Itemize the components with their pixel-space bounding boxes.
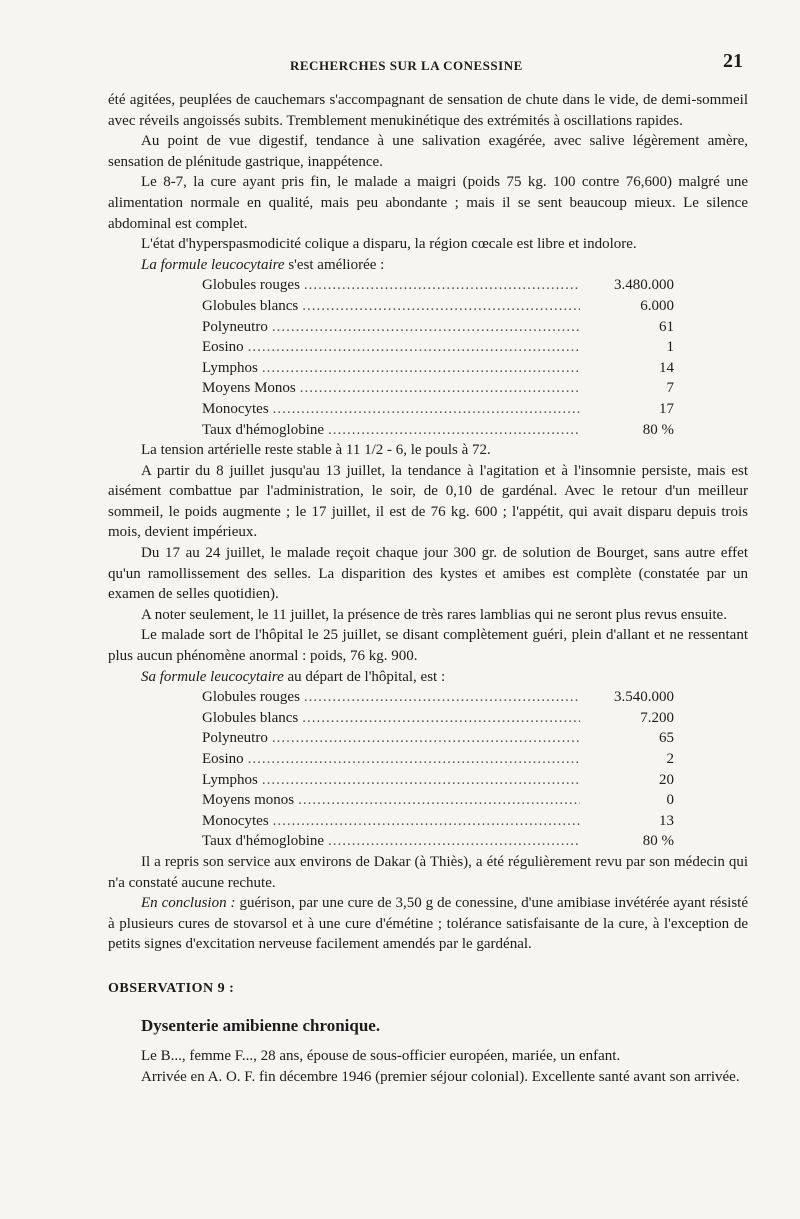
page-body	[108, 90, 748, 1087]
conclusion-text: guérison, par une cure de 3,50 g de conessine, d'une amibiase invétérée ayant résisté à plusieurs cures de stovarsol et à une cure d'émétine ; tolérance satisfaisante de la cure, à l'exception de petits signes d'excitation nerveuse facilement amendés par le gardénal.	[108, 895, 748, 953]
leader-dots	[328, 420, 580, 441]
leader-dots	[248, 337, 580, 358]
table-row	[202, 708, 674, 729]
formula-label: La formule leucocytaire	[141, 256, 285, 273]
table-row	[202, 296, 674, 317]
row-value: 17	[659, 400, 674, 417]
table-row	[202, 317, 674, 338]
leader-dots	[273, 811, 580, 832]
table-row	[202, 687, 674, 708]
row-label: Polyneutro	[202, 318, 268, 335]
row-value: 65	[659, 730, 674, 747]
row-label: Lymphos	[202, 771, 258, 788]
table-row	[202, 770, 674, 791]
table-row	[202, 420, 674, 441]
paragraph: A partir du 8 juillet jusqu'au 13 juillet, la tendance à l'agitation et à l'insomnie persiste, mais est aisément combattue par l'administration, le soir, de 0,10 de gardénal. Avec le retour d'un meilleur sommeil, le poids augmente ; le 17 juillet, il est de 76 kg. 600 ; l'appétit, qui avait disparu depuis trois mois, devient impérieux.	[108, 462, 748, 541]
leader-dots	[272, 317, 580, 338]
row-label: Taux d'hémoglobine	[202, 833, 325, 850]
row-label: Globules rouges	[202, 689, 300, 706]
leader-dots	[262, 770, 580, 791]
row-value: 80 %	[642, 833, 674, 850]
row-value: 14	[659, 359, 674, 376]
running-title: RECHERCHES SUR LA CONESSINE	[290, 58, 523, 73]
leader-dots	[328, 831, 580, 852]
row-value: 61	[659, 318, 674, 335]
row-label: Moyens monos	[202, 792, 295, 809]
table-row	[202, 831, 674, 852]
page-number: 21	[723, 50, 743, 72]
row-value: 3.540.000	[614, 689, 674, 706]
row-value: 20	[659, 771, 674, 788]
table-row	[202, 358, 674, 379]
paragraph: été agitées, peuplées de cauchemars s'accompagnant de sensation de chute dans le vide, de demi-sommeil avec réveils angoissés subits. Tremblement menukinétique des extrémités à oscillations rapides.	[108, 92, 748, 129]
leader-dots	[300, 378, 580, 399]
formula-intro-text: s'est améliorée :	[284, 256, 385, 273]
formula-intro	[108, 255, 748, 276]
row-label: Globules blancs	[202, 709, 299, 726]
paragraph: Le B..., femme F..., 28 ans, épouse de sous-officier européen, mariée, un enfant.	[141, 1048, 621, 1065]
row-value: 1	[666, 339, 674, 356]
leader-dots	[302, 296, 580, 317]
paragraph: Au point de vue digestif, tendance à une salivation exagérée, avec salive légèrement amère, sensation de plénitude gastrique, inappétence.	[108, 133, 748, 170]
row-label: Monocytes	[202, 400, 269, 417]
table-row	[202, 811, 674, 832]
row-label: Moyens Monos	[202, 380, 296, 397]
row-label: Eosino	[202, 339, 244, 356]
row-label: Monocytes	[202, 812, 269, 829]
table-row	[202, 749, 674, 770]
formula-label: Sa formule leucocytaire	[141, 668, 284, 685]
leader-dots	[298, 790, 580, 811]
leucocyte-table-1	[202, 275, 674, 440]
paragraph: Il a repris son service aux environs de Dakar (à Thiès), a été régulièrement revu par son médecin qui n'a constaté aucune rechute.	[108, 853, 748, 891]
leucocyte-table-2	[202, 687, 674, 852]
leader-dots	[272, 728, 580, 749]
row-value: 3.480.000	[614, 277, 674, 294]
formula-intro-text: au départ de l'hôpital, est :	[283, 668, 446, 685]
paragraph: Arrivée en A. O. F. fin décembre 1946 (premier séjour colonial). Excellente santé avant son arrivée.	[141, 1068, 740, 1085]
row-label: Eosino	[202, 751, 244, 767]
conclusion-paragraph	[108, 893, 748, 955]
leader-dots	[304, 687, 580, 708]
row-value: 2	[666, 751, 674, 767]
row-label: Globules rouges	[202, 277, 300, 294]
paragraph: A noter seulement, le 11 juillet, la présence de très rares lamblias qui ne seront plus revus ensuite.	[141, 606, 727, 623]
table-row	[202, 337, 674, 358]
paragraph: Le malade sort de l'hôpital le 25 juillet, se disant complètement guéri, plein d'allant et ne ressentant plus aucun phénomène anormal : poids, 76 kg. 900.	[108, 627, 748, 665]
leader-dots	[273, 399, 580, 420]
paragraph: La tension artérielle reste stable à 11 1/2 - 6, le pouls à 72.	[141, 442, 491, 459]
conclusion-label: En conclusion :	[141, 895, 236, 912]
formula-intro	[108, 667, 748, 688]
row-value: 80 %	[642, 421, 674, 438]
observation-heading: OBSERVATION 9 :	[108, 980, 235, 996]
leader-dots	[262, 358, 580, 379]
table-row	[202, 378, 674, 399]
row-value: 7.200	[640, 709, 674, 726]
table-row	[202, 275, 674, 296]
paragraph: Du 17 au 24 juillet, le malade reçoit chaque jour 300 gr. de solution de Bourget, sans autre effet qu'un ramollissement des selles. La disparition des kystes et amibes est complète (constatée par un examen de selles quotidien).	[108, 545, 748, 603]
row-value: 13	[659, 812, 674, 829]
table-row	[202, 728, 674, 749]
row-value: 6.000	[640, 297, 674, 314]
row-label: Lymphos	[202, 359, 258, 376]
row-value: 0	[666, 792, 674, 809]
table-row	[202, 399, 674, 420]
paragraph: L'état d'hyperspasmodicité colique a disparu, la région cœcale est libre et indolore.	[141, 236, 637, 253]
row-label: Taux d'hémoglobine	[202, 421, 325, 438]
row-label: Globules blancs	[202, 297, 299, 314]
leader-dots	[304, 275, 580, 296]
table-row	[202, 790, 674, 811]
row-label: Polyneutro	[202, 730, 268, 747]
leader-dots	[248, 749, 580, 770]
case-title: Dysenterie amibienne chronique.	[141, 1015, 381, 1035]
row-value: 7	[666, 380, 674, 397]
leader-dots	[302, 708, 580, 729]
paragraph: Le 8-7, la cure ayant pris fin, le malade a maigri (poids 75 kg. 100 contre 76,600) malgré une alimentation normale en qualité, mais peu abondante ; mais il se sent beaucoup mieux. Le silence abdominal est complet.	[108, 174, 748, 232]
